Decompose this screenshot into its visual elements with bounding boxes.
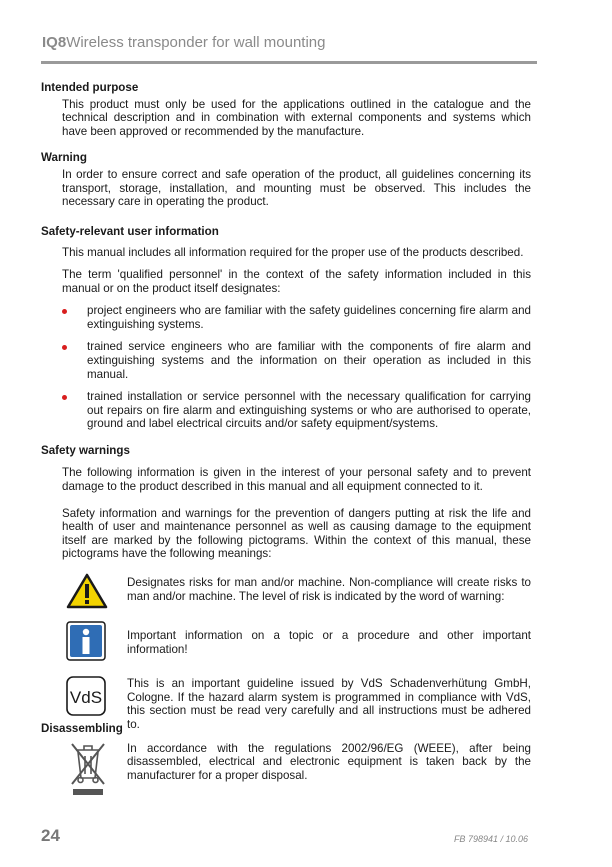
safety-warnings-paragraph-1: The following information is given in the interest of your personal safety and to prevent damage to the product described in this manual and all equipment connected to it. (62, 466, 531, 494)
safety-info-heading: Safety-relevant user information (41, 224, 219, 238)
warning-text: In order to ensure correct and safe operation of the product, all guidelines concerning its transport, storage, installation, and mounting must be observed. This includes the necessary care in operating the product. (62, 167, 531, 209)
info-icon (66, 621, 106, 661)
pictogram-vds-text: This is an important guideline issued by VdS Schadenverhütung GmbH, Cologne. If the hazard alarm system is programmed in compliance with VdS, this section must be read very carefully and all instructions must be adhered to. (127, 677, 531, 731)
warning-heading: Warning (41, 151, 87, 165)
qualified-personnel-list (62, 304, 531, 431)
pictogram-info-text: Important information on a topic or a procedure and other important information! (127, 629, 531, 656)
pictogram-info-row (62, 621, 531, 671)
list-item-text: project engineers who are familiar with the safety guidelines concerning fire alarm and extinguishing systems. (87, 304, 531, 331)
page-number: 24 (41, 826, 60, 845)
header-title: Wireless transponder for wall mounting (66, 34, 326, 51)
disassembling-heading: Disassembling (41, 722, 123, 736)
pictogram-warning-row (62, 573, 531, 615)
pictogram-warning-text: Designates risks for man and/or machine. Non-compliance will create risks to man and/or machine. The level of risk is indicated by the word of warning: (127, 576, 531, 603)
safety-info-paragraph-2: The term 'qualified personnel' in the context of the safety information included in this manual or on the product itself designates: (62, 267, 531, 295)
disassembling-text: In accordance with the regulations 2002/96/EG (WEEE), after being disassembled, electrical and electronic equipment is taken back by the manufacturer for a proper disposal. (127, 741, 531, 782)
warning-triangle-icon (66, 573, 108, 609)
list-item-text: trained service engineers who are familiar with the components of fire alarm and extinguishing systems and the information on their operation as included in this manual. (87, 340, 531, 381)
safety-warnings-heading: Safety warnings (41, 443, 130, 457)
safety-warnings-paragraph-2: Safety information and warnings for the prevention of dangers putting at risk the life and health of user and maintenance personnel as well as causing damage to the equipment itself are marked by the following pictograms. Within the context of this manual, these pictograms have the following meanings: (62, 506, 531, 561)
page-content (41, 81, 531, 800)
document-reference: FB 798941 / 10.06 (453, 834, 528, 844)
header-divider (41, 61, 537, 64)
list-item (62, 340, 531, 381)
pictogram-vds-row (62, 676, 531, 731)
bullet-icon (62, 395, 67, 400)
list-item-text: trained installation or service personnel with the necessary qualification for carrying out repairs on fire alarm and extinguishing systems or who are authorised to operate, ground and label electrical circuits and/or safety equipment/systems. (87, 390, 531, 431)
bullet-icon (62, 309, 67, 314)
page-header (42, 34, 325, 51)
list-item (62, 304, 531, 331)
intended-purpose-text: This product must only be used for the applications outlined in the catalogue and the technical description and in combination with external components and systems which have been approved or recommended by the manufacture. (62, 97, 531, 138)
bullet-icon (62, 345, 67, 350)
vds-icon (66, 676, 106, 716)
disassembling-row (62, 738, 531, 800)
list-item (62, 390, 531, 431)
header-brand: IQ8 (42, 34, 67, 51)
safety-info-paragraph-1: This manual includes all information required for the proper use of the products described. (62, 246, 524, 260)
svg-text:VdS: VdS (69, 688, 103, 708)
intended-purpose-heading: Intended purpose (41, 81, 139, 94)
crossed-bin-icon (66, 738, 110, 798)
